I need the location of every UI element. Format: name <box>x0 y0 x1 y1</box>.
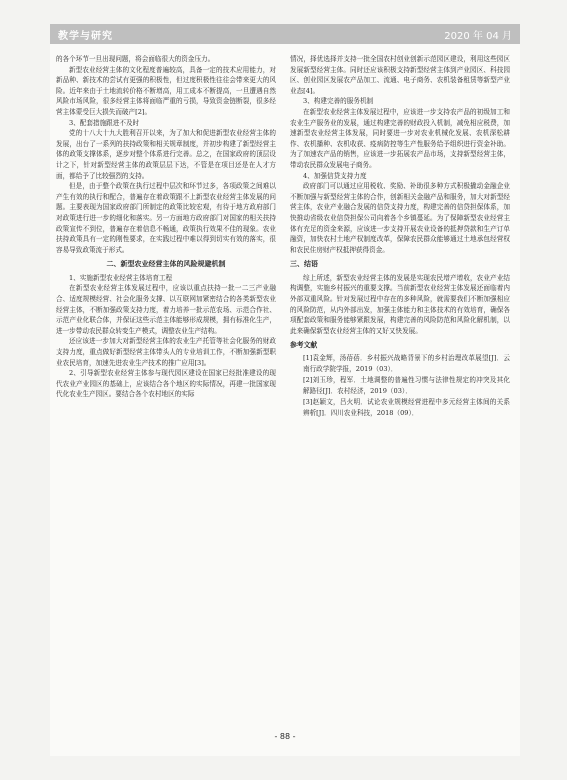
paragraph: 情况，择优选择并支持一批全国农村创业创新示范园区建设，利用这些园区发展新型经营主体。同时还应该积极支持新型经营主体到产业园区、科技园区、创业园区发展农产品加工、流通、电子商务、农机装备租赁等新型产业业态[4]。 <box>290 55 510 95</box>
paragraph: 2、引导新型农业经营主体参与现代园区建设在国家已经批准建设的现代农业产业园区的基础上，应该结合各个地区的实际情况，再建一批国家现代化农业生产园区。要结合各个农村地区的实际 <box>56 369 276 399</box>
journal-page <box>50 24 520 756</box>
page-header <box>50 24 520 44</box>
right-column <box>290 54 510 420</box>
paragraph: 党的十八大十九大胜利召开以来，为了加大和促进新型农业经营主体的发展，出台了一系列的扶持政策和相关规章制度，并初步构建了新型经营主体的政策支撑体系，逐步对整个体系进行完善。总之，在国家政府的顶层设计之下，针对新型经营主体的政策层层下达，不管是在项目还是在人才方面，都给予了比较强烈的支持。 <box>56 129 276 180</box>
section-heading: 三、结语 <box>290 260 318 269</box>
reference-item: [2]刘玉珍，程军．土地调整的普遍性习惯与法律性规定的冲突及其化解路径[J]．农村经济，2019（03）． <box>303 376 510 395</box>
paragraph: 的各个环节一旦出现问题，将会面临很大的资金压力。 <box>56 55 215 63</box>
subheading: 3、构建完善的服务机制 <box>303 97 374 106</box>
paragraph: 综上所述，新型农业经营主体的发展是实现农民增产增收，农业产业结构调整，实施乡村振兴的重要支撑。当前新型农业经营主体发展还面临着内外部双重风险。针对发展过程中存在的多种风险，就需要我们不断加强相应的风险防范，从内外部出发，加强主体能力和主体技术的有效培育，确保各项配套政策和服务能够紧跟发展，构建完善的风险防范和风险化解机制，以此来确保新型农业经营主体的又好又快发展。 <box>290 273 510 335</box>
paragraph: 新型农业经营主体的文化程度普遍较高，具备一定的技术应用能力，对新品种、新技术的尝试有更强的积极性，但过度积极性往往会带来更大的风险。近年来由于土地流转价格不断增高，用工成本不断提高，一旦遭遇自然风险市场风险，很多经营主体将面临严重的亏损，导致资金链断裂，很多经营主体蒙受巨大损失而破产[2]。 <box>56 65 276 116</box>
paragraph: 还应该进一步加大对新型经营主体的农业生产托管等社会化服务的财政支持力度，重点做好新型经营主体带头人的专业培训工作，不断加强新型职业农民培育，加速先进农业生产技术的推广应用[3]。 <box>56 337 276 367</box>
page-number: - 88 - <box>274 732 296 741</box>
subheading: 4、加强信贷支持力度 <box>303 171 367 180</box>
subheading: 3、配套措施跟进不及时 <box>69 118 140 127</box>
paragraph: 在新型农业经营主体发展过程中，应该进一步支持农产品的初级加工和农业生产服务业的发展，通过构建完善的财政投入机制，减免相应税费，加速新型农业经营主体发展，同时要进一步对农业机械化发展、农机深松耕作、农机播种、农机收获、疫病防控等生产性服务给予组织进行资金补助。为了加速农产品的销售，应该进一步拓展农产品市场，支持新型经营主体，带动农民群众发展电子商务。 <box>290 107 510 169</box>
paragraph: 但是，由于整个政策在执行过程中层次和环节过多，各项政策之间难以产生有效的执行和配合，普遍存在着政策跟不上新型农业经营主体发展的问题。主要表现为国家政府部门所制定的政策比较宏观，有待于地方政府部门对政策进行进一步的细化和落实。另一方面地方政府部门对国家的相关扶持政策宣传不到位，普遍存在着信息不畅通，政策执行效果不佳的现象。农业扶持政策具有一定的刚性要求，在实践过程中难以得到切实有效的落实，很容易导致政策流于形式。 <box>56 182 276 254</box>
left-column <box>56 54 276 400</box>
subheading: 1、实施新型农业经营主体培育工程 <box>69 273 173 282</box>
reference-item: [1]袁金辉，汤蓓蓓．乡村振兴战略背景下的乡村治理改革展望[J]．云南行政学院学报，2019（03）． <box>303 354 510 373</box>
references-title: 参考文献 <box>290 341 318 350</box>
issue-date: 2020 年 04 月 <box>444 31 512 42</box>
reference-item: [3]赵颖文，吕火明．试论农业规模经营进程中多元经营主体间的关系辨析[J]．四川农业科技，2018（09）． <box>303 398 510 417</box>
section-heading: 二、新型农业经营主体的风险规避机制 <box>106 260 226 269</box>
journal-name: 教学与研究 <box>58 31 113 42</box>
paragraph: 政府部门可以通过应用税收、奖励、补助很多种方式积极撬动金融企业不断加强与新型经营主体的合作，创新相关金融产品和服务，加大对新型经营主体，农业产业融合发展的信贷支持力度，构建完善的信贷担保体系，加快推动省级农业信贷担保公司向着各个乡镇蔓延。为了保障新型农业经营主体有充足的资金来源，应该进一步支持开展农业设备的抵押贷款和生产订单融资，加快农村土地产权制度改革，保障农民群众能够通过土地承包经营权和农民住房财产权抵押获得资金。 <box>290 182 510 254</box>
paragraph: 在新型农业经营主体发展过程中，应该以重点扶持一批一二三产业融合、适度规模经营、社会化服务支撑、以互联网加紧密结合的各类新型农业经营主体，不断加强政策支持力度，着力培养一批示范农场、示范合作社、示范产业化联合体，并保证这些示范主体能够形成规模，拥有标准化生产，进一步带动农民群众转变生产模式，调整农业生产结构。 <box>56 284 276 335</box>
